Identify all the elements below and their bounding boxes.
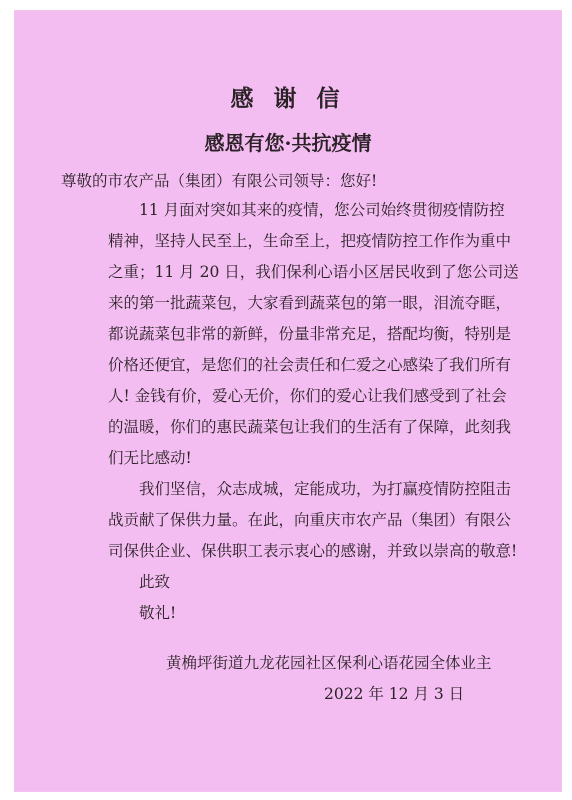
body-line: 11 月面对突如其来的疫情，您公司始终贯彻疫情防控	[139, 201, 505, 219]
body-line: 之重；11 月 20 日，我们保利心语小区居民收到了您公司送	[108, 263, 519, 281]
body-line: 的温暖，你们的惠民蔬菜包让我们的生活有了保障，此刻我	[108, 418, 512, 436]
body-line: 我们坚信，众志成城，定能成功，为打赢疫情防控阻击	[139, 480, 512, 498]
body-line: 精神，坚持人民至上，生命至上，把疫情防控工作作为重中	[108, 232, 512, 250]
body-line: 价格还便宜，是您们的社会责任和仁爱之心感染了我们所有	[108, 356, 512, 374]
letter-subtitle: 感恩有您·共抗疫情	[204, 131, 372, 155]
letter-page	[14, 10, 562, 792]
body-line: 来的第一批蔬菜包，大家看到蔬菜包的第一眼，泪流夺眶，	[108, 294, 512, 312]
closing-line: 敬礼!	[139, 604, 177, 622]
body-line: 都说蔬菜包非常的新鲜，份量非常充足，搭配均衡，特别是	[108, 325, 512, 343]
body-line: 司保供企业、保供职工表示衷心的感谢，并致以崇高的敬意!	[108, 542, 518, 560]
signature: 黄桷坪街道九龙花园社区保利心语花园全体业主	[166, 654, 492, 672]
salutation: 尊敬的市农产品（集团）有限公司领导：您好!	[61, 172, 378, 190]
closing-line: 此致	[139, 573, 171, 591]
body-line: 战贡献了保供力量。在此，向重庆市农产品（集团）有限公	[108, 511, 512, 529]
body-line: 人! 金钱有价，爱心无价，你们的爱心让我们感受到了社会	[108, 387, 507, 405]
letter-date: 2022 年 12 月 3 日	[324, 685, 465, 703]
letter-title: 感 谢 信	[230, 85, 346, 112]
body-line: 们无比感动!	[108, 449, 192, 467]
